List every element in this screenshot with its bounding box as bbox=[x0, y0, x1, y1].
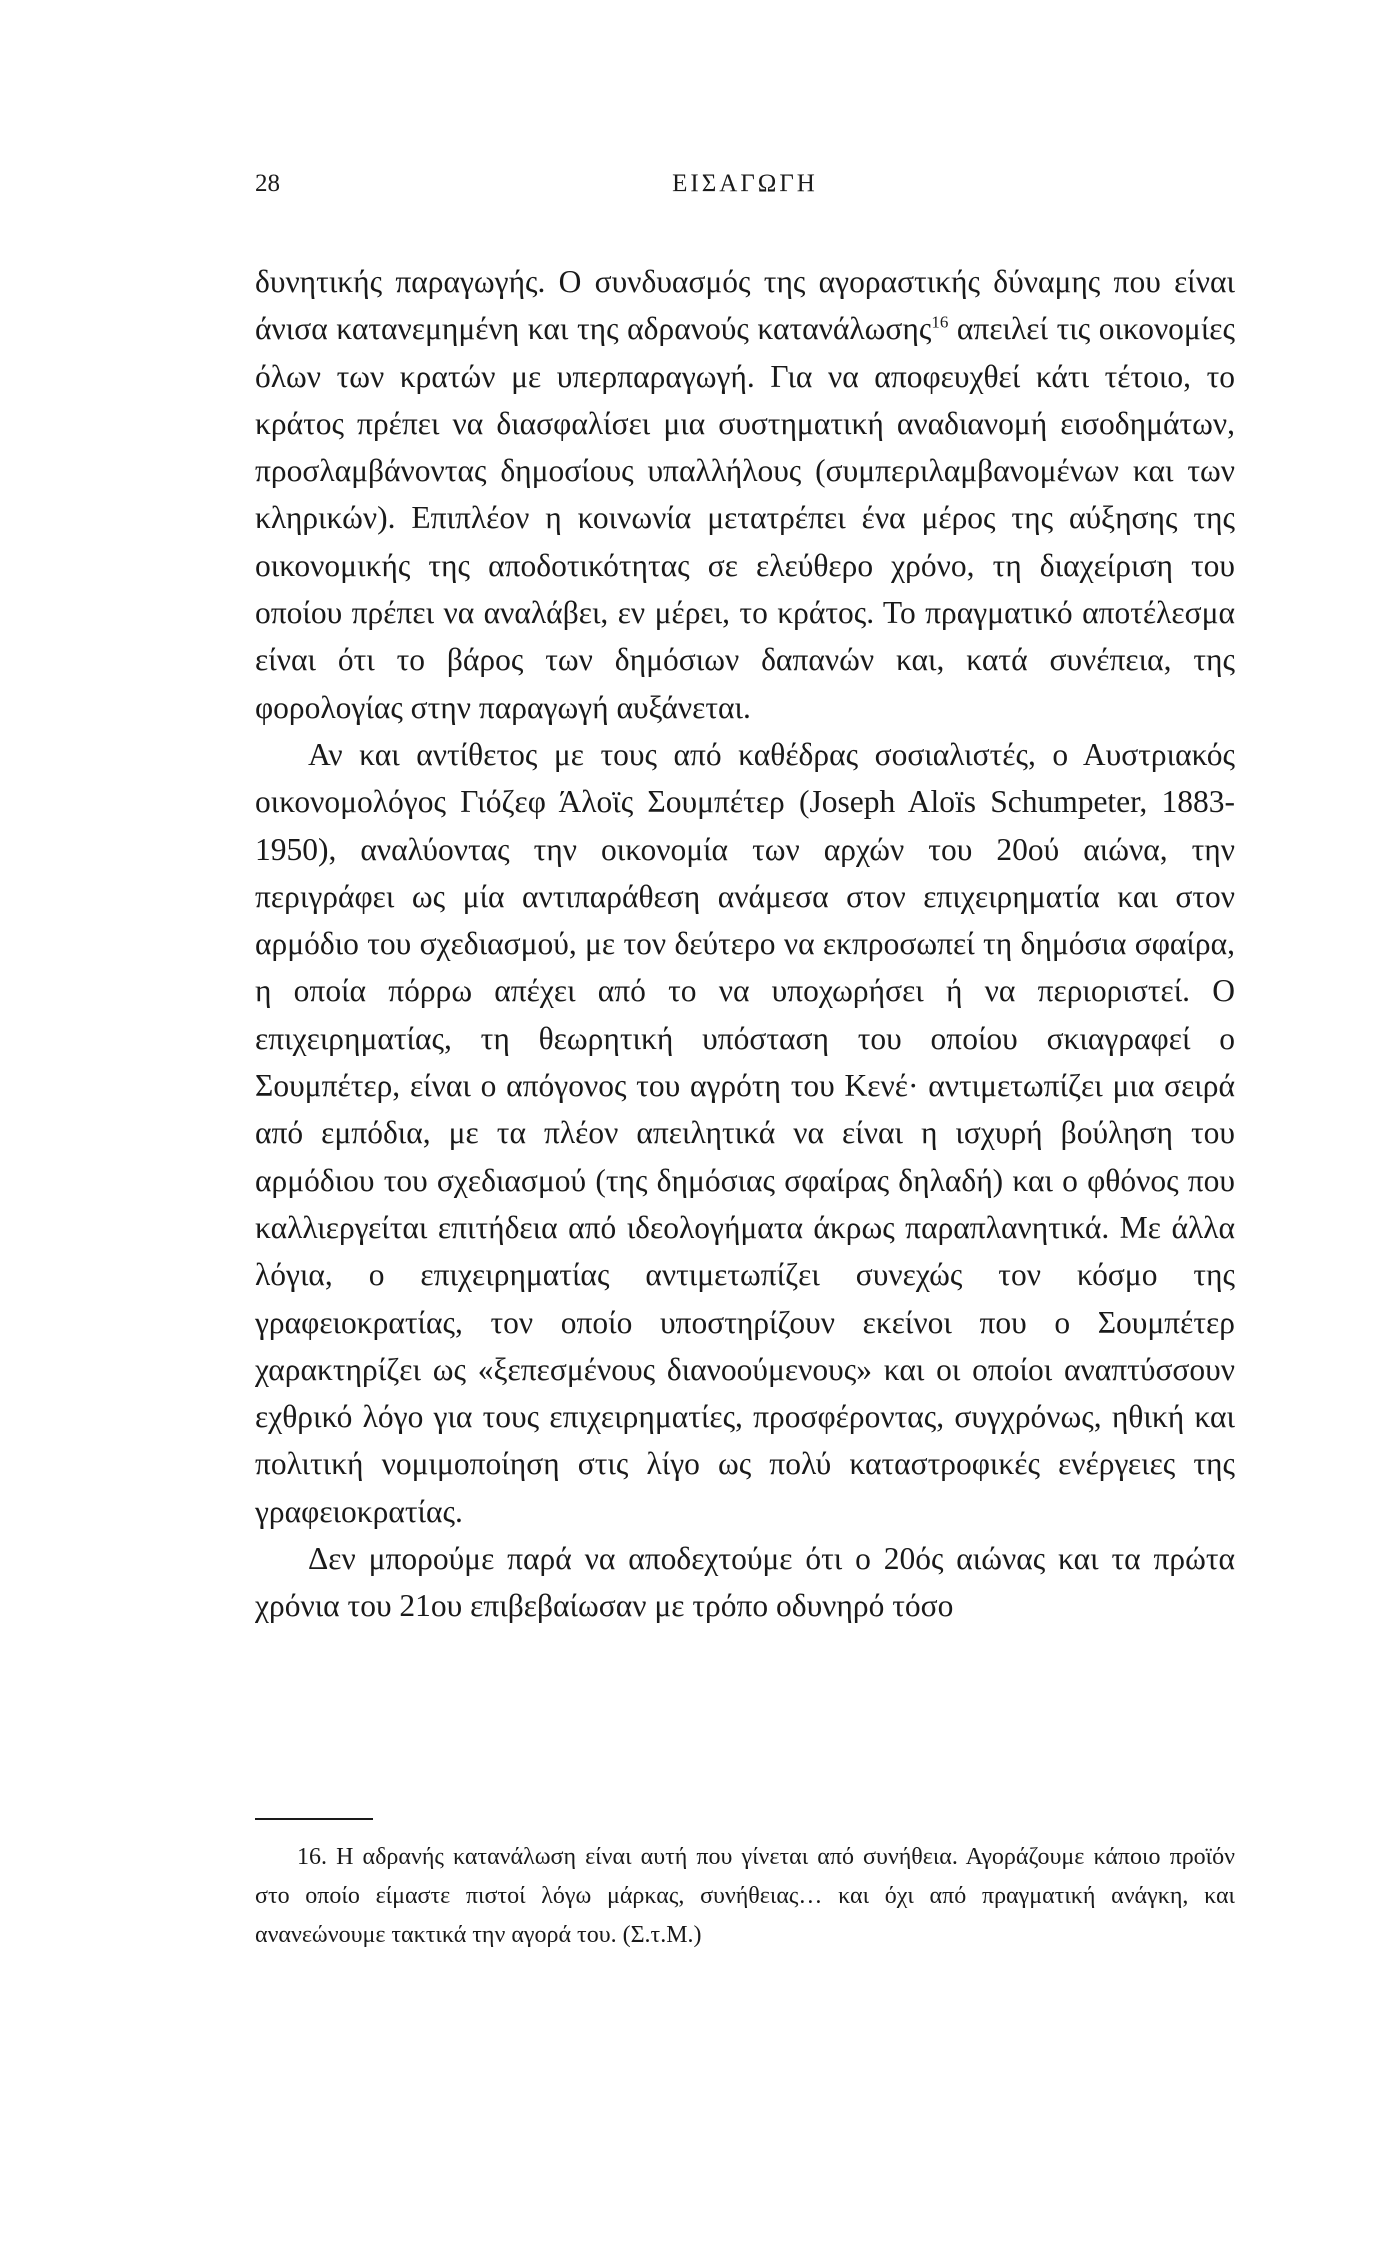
footnote-16: 16. Η αδρανής κατανάλωση είναι αυτή που γίνεται από συνήθεια. Αγοράζουμε κάποιο προϊόν στο οποίο είμαστε πιστοί λόγω μάρκας, συνήθειας… και όχι από πραγματική ανάγκη, και ανανεώνουμε τακτικά την αγορά του. (Σ.τ.Μ.) bbox=[255, 1844, 1235, 1948]
footnote-reference: 16 bbox=[931, 312, 949, 332]
footnote-divider bbox=[255, 1818, 373, 1820]
paragraph-3: Δεν μπορούμε παρά να αποδεχτούμε ότι ο 20ός αιώνας και τα πρώτα χρόνια του 21ου επιβεβαίωσαν με τρόπο οδυνηρό τόσο bbox=[255, 1541, 1235, 1624]
paragraph-1 bbox=[255, 258, 1235, 731]
running-head: ΕΙΣΑΓΩΓΗ bbox=[672, 170, 818, 197]
page-header bbox=[255, 170, 1235, 210]
paragraph-1-text-b: απειλεί τις οικονομίες όλων των κρατών με υπερπαραγωγή. Για να αποφευχθεί κάτι τέτοιο, το κράτος πρέπει να διασφαλίσει μια συστηματική αναδιανομή εισοδημάτων, προσλαμβάνοντας δημοσίους υπαλλήλους (συμπεριλαμβανομένων και των κληρικών). Επιπλέον η κοινωνία μετατρέπει ένα μέρος της αύξησης της οικονομικής της αποδοτικότητας σε ελεύθερο χρόνο, τη διαχείριση του οποίου πρέπει να αναλάβει, εν μέρει, το κράτος. Το πραγματικό αποτέλεσμα είναι ότι το βάρος των δημόσιων δαπανών και, κατά συνέπεια, της φορολογίας στην παραγωγή αυξάνεται. bbox=[255, 311, 1235, 725]
page-number: 28 bbox=[255, 170, 280, 197]
paragraph-1-text-a: δυνητικής παραγωγής. Ο συνδυασμός της αγοραστικής δύναμης που είναι άνισα κατανεμημένη και της αδρανούς κατανάλωσης bbox=[255, 264, 1235, 347]
footnotes bbox=[255, 1838, 1235, 1955]
main-text bbox=[255, 258, 1235, 1630]
paragraph-2: Αν και αντίθετος με τους από καθέδρας σοσιαλιστές, ο Αυστριακός οικονομολόγος Γιόζεφ Άλοϊς Σουμπέτερ (Joseph Aloïs Schumpeter, 1883-1950), αναλύοντας την οικονομία των αρχών του 20ού αιώνα, την περιγράφει ως μία αντιπαράθεση ανάμεσα στον επιχειρηματία και στον αρμόδιο του σχεδιασμού, με τον δεύτερο να εκπροσωπεί τη δημόσια σφαίρα, η οποία πόρρω απέχει από το να υποχωρήσει ή να περιοριστεί. Ο επιχειρηματίας, τη θεωρητική υπόσταση του οποίου σκιαγραφεί ο Σουμπέτερ, είναι ο απόγονος του αγρότη του Κενέ· αντιμετωπίζει μια σειρά από εμπόδια, με τα πλέον απειλητικά να είναι η ισχυρή βούληση του αρμόδιου του σχεδιασμού (της δημόσιας σφαίρας δηλαδή) και ο φθόνος που καλλιεργείται επιτήδεια από ιδεολογήματα άκρως παραπλανητικά. Με άλλα λόγια, ο επιχειρηματίας αντιμετωπίζει συνεχώς τον κόσμο της γραφειοκρατίας, τον οποίο υποστηρίζουν εκείνοι που ο Σουμπέτερ χαρακτηρίζει ως «ξεπεσμένους διανοούμενους» και οι οποίοι αναπτύσσουν εχθρικό λόγο για τους επιχειρηματίες, προσφέροντας, συγχρόνως, ηθική και πολιτική νομιμοποίηση στις λίγο ως πολύ καταστροφικές ενέργειες της γραφειοκρατίας. bbox=[255, 736, 1235, 1529]
